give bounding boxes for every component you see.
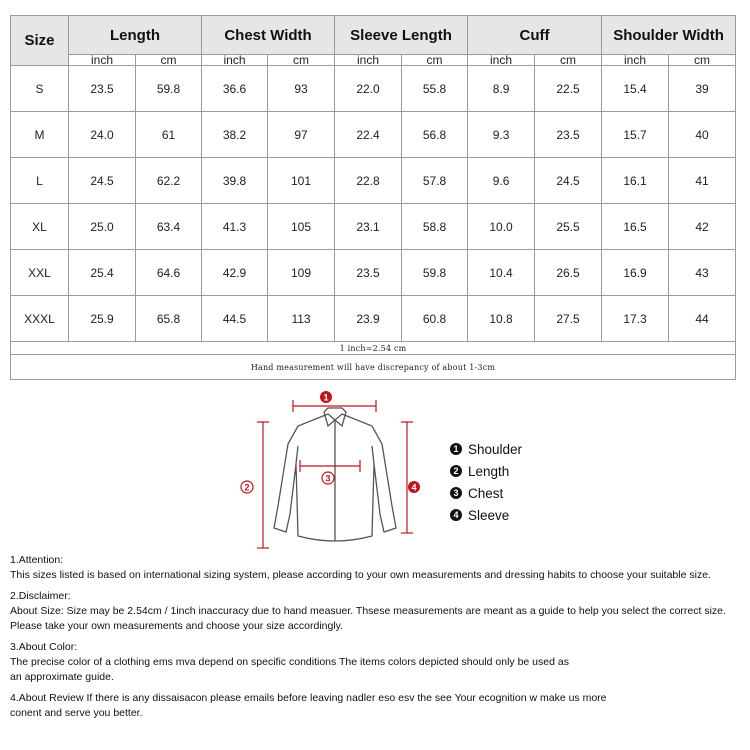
- measurement-cell: 10.0: [468, 204, 535, 250]
- measurement-cell: 24.5: [69, 158, 136, 204]
- discrepancy-note-row: [11, 355, 736, 380]
- measurement-cell: 113: [268, 296, 335, 342]
- shirt-measurement-diagram: [240, 386, 430, 554]
- measurement-cell: 22.5: [535, 66, 602, 112]
- legend-item-length: [450, 460, 522, 482]
- measurement-cell: 22.4: [335, 112, 402, 158]
- measurement-cell: 15.7: [602, 112, 669, 158]
- unit-label: inch: [335, 55, 402, 66]
- discrepancy-note: Hand measurement will have discrepancy of about 1-3cm: [11, 355, 736, 380]
- size-cell: XXXL: [11, 296, 69, 342]
- conversion-note-row: [11, 342, 736, 355]
- unit-label: cm: [136, 55, 202, 66]
- measurement-cell: 109: [268, 250, 335, 296]
- legend-item-sleeve: [450, 504, 522, 526]
- shoulder-width-header: Shoulder Width: [602, 16, 736, 55]
- table-row: [11, 204, 736, 250]
- measurement-cell: 56.8: [402, 112, 468, 158]
- measurement-cell: 26.5: [535, 250, 602, 296]
- measurement-cell: 43: [669, 250, 736, 296]
- unit-label: inch: [468, 55, 535, 66]
- measurement-cell: 24.0: [69, 112, 136, 158]
- measurement-cell: 8.9: [468, 66, 535, 112]
- note-line: This sizes listed is based on international sizing system, please according to your own measurements and dressing habits to choose your suitable size.: [10, 569, 711, 581]
- measurement-cell: 22.8: [335, 158, 402, 204]
- number-3-icon: 3: [450, 487, 462, 499]
- unit-label: cm: [402, 55, 468, 66]
- svg-text:1: 1: [323, 392, 329, 403]
- legend-item-shoulder: [450, 438, 522, 460]
- unit-row: [11, 55, 736, 66]
- note-line: Please take your own measurements and choose your size accordingly.: [10, 620, 344, 632]
- legend-item-chest: [450, 482, 522, 504]
- measurement-cell: 10.8: [468, 296, 535, 342]
- measurement-cell: 55.8: [402, 66, 468, 112]
- unit-label: inch: [202, 55, 268, 66]
- legend-label: Sleeve: [468, 507, 510, 523]
- note-line: conent and serve you better.: [10, 707, 143, 719]
- measurement-cell: 93: [268, 66, 335, 112]
- measurement-cell: 23.5: [69, 66, 136, 112]
- measurement-cell: 60.8: [402, 296, 468, 342]
- note-title: 2.Disclaimer:: [10, 590, 71, 602]
- note-line: About Size: Size may be 2.54cm / 1inch inaccuracy due to hand measuer. Thsese measurements are meant as a guide to help you select the correct size.: [10, 605, 726, 617]
- measurement-cell: 17.3: [602, 296, 669, 342]
- measurement-cell: 16.9: [602, 250, 669, 296]
- measurement-cell: 40: [669, 112, 736, 158]
- measurement-cell: 38.2: [202, 112, 268, 158]
- measurement-cell: 25.0: [69, 204, 136, 250]
- shirt-outline-icon: [274, 408, 396, 541]
- note-line: 4.About Review If there is any dissaisacon please emails before leaving nadler eso esv the see Your ecognition w make us more: [10, 692, 607, 704]
- measurement-cell: 41.3: [202, 204, 268, 250]
- measurement-cell: 16.1: [602, 158, 669, 204]
- measurement-cell: 59.8: [402, 250, 468, 296]
- size-rows: [11, 66, 736, 342]
- measurement-cell: 23.9: [335, 296, 402, 342]
- measurement-cell: 65.8: [136, 296, 202, 342]
- marker-1: [320, 391, 332, 403]
- size-cell: M: [11, 112, 69, 158]
- measurement-cell: 9.3: [468, 112, 535, 158]
- cuff-header: Cuff: [468, 16, 602, 55]
- disclaimer-note: [10, 589, 748, 634]
- measurement-cell: 22.0: [335, 66, 402, 112]
- measurement-cell: 23.5: [535, 112, 602, 158]
- note-title: 1.Attention:: [10, 554, 64, 566]
- measurement-cell: 62.2: [136, 158, 202, 204]
- svg-text:3: 3: [325, 473, 331, 484]
- measurement-cell: 58.8: [402, 204, 468, 250]
- svg-text:4: 4: [411, 482, 417, 493]
- measurement-cell: 27.5: [535, 296, 602, 342]
- table-row: [11, 112, 736, 158]
- measurement-cell: 44: [669, 296, 736, 342]
- measurement-cell: 97: [268, 112, 335, 158]
- measurement-cell: 42.9: [202, 250, 268, 296]
- number-2-icon: 2: [450, 465, 462, 477]
- measurement-cell: 41: [669, 158, 736, 204]
- measurement-cell: 25.4: [69, 250, 136, 296]
- marker-4: [408, 481, 420, 493]
- measurement-cell: 36.6: [202, 66, 268, 112]
- measurement-cell: 25.9: [69, 296, 136, 342]
- measurement-cell: 39.8: [202, 158, 268, 204]
- table-row: [11, 250, 736, 296]
- conversion-note: 1 inch=2.54 cm: [11, 342, 736, 355]
- size-cell: S: [11, 66, 69, 112]
- unit-label: inch: [602, 55, 669, 66]
- attention-note: [10, 553, 748, 583]
- marker-3: [322, 472, 334, 484]
- sleeve-length-header: Sleeve Length: [335, 16, 468, 55]
- length-header: Length: [69, 16, 202, 55]
- measurement-cell: 57.8: [402, 158, 468, 204]
- size-header: Size: [11, 16, 69, 66]
- table-row: [11, 66, 736, 112]
- measurement-cell: 23.5: [335, 250, 402, 296]
- unit-label: cm: [268, 55, 335, 66]
- measurement-cell: 64.6: [136, 250, 202, 296]
- measurement-cell: 44.5: [202, 296, 268, 342]
- note-line: The precise color of a clothing ems mva depend on specific conditions The items colors depicted should only be used as: [10, 656, 569, 668]
- size-cell: XL: [11, 204, 69, 250]
- table-row: [11, 158, 736, 204]
- measurement-legend: [450, 438, 522, 526]
- review-note: [10, 691, 748, 721]
- measurement-cell: 24.5: [535, 158, 602, 204]
- measurement-cell: 39: [669, 66, 736, 112]
- unit-label: cm: [535, 55, 602, 66]
- measurement-cell: 23.1: [335, 204, 402, 250]
- legend-label: Chest: [468, 485, 504, 501]
- measurement-cell: 63.4: [136, 204, 202, 250]
- chest-width-header: Chest Width: [202, 16, 335, 55]
- measurement-cell: 59.8: [136, 66, 202, 112]
- notes-section: [10, 553, 748, 727]
- measurement-cell: 25.5: [535, 204, 602, 250]
- measurement-cell: 15.4: [602, 66, 669, 112]
- number-4-icon: 4: [450, 509, 462, 521]
- number-1-icon: 1: [450, 443, 462, 455]
- size-cell: XXL: [11, 250, 69, 296]
- measurement-cell: 101: [268, 158, 335, 204]
- header-row: [11, 16, 736, 55]
- measurement-cell: 105: [268, 204, 335, 250]
- legend-label: Shoulder: [468, 441, 523, 457]
- note-line: an approximate guide.: [10, 671, 114, 683]
- marker-2: [241, 481, 253, 493]
- measurement-cell: 16.5: [602, 204, 669, 250]
- unit-label: inch: [69, 55, 136, 66]
- svg-text:2: 2: [244, 482, 250, 493]
- measurement-cell: 61: [136, 112, 202, 158]
- size-chart-table: [10, 15, 736, 380]
- color-note: [10, 640, 748, 685]
- unit-label: cm: [669, 55, 736, 66]
- legend-label: Length: [468, 463, 510, 479]
- note-title: 3.About Color:: [10, 641, 78, 653]
- size-cell: L: [11, 158, 69, 204]
- table-row: [11, 296, 736, 342]
- measurement-cell: 10.4: [468, 250, 535, 296]
- measurement-cell: 9.6: [468, 158, 535, 204]
- measurement-cell: 42: [669, 204, 736, 250]
